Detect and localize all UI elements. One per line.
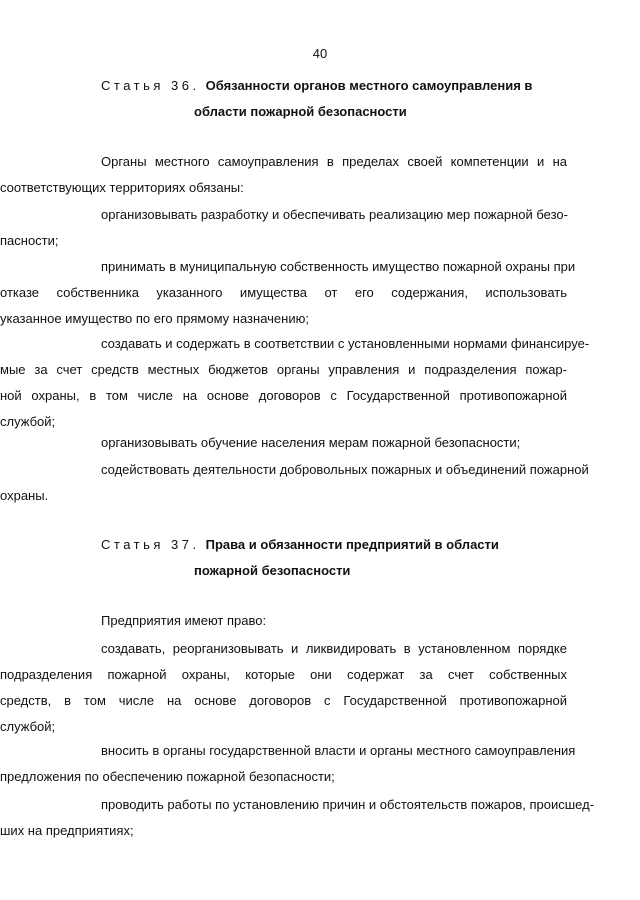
text-line: мые за счет средств местных бюджетов органы управления и подразделения пожар- <box>0 362 567 377</box>
text-line: службой; <box>0 414 56 429</box>
article-36-label: Статья 36. <box>101 78 200 93</box>
text-line: охраны. <box>0 488 49 503</box>
text-line: ной охраны, в том числе на основе договоров с Государственной противопожарной <box>0 388 567 403</box>
text-line: средств, в том числе на основе договоров с Государственной противопожарной <box>0 693 567 708</box>
text-line: организовывать разработку и обеспечивать реализацию мер пожарной безо- <box>101 207 568 222</box>
text-line: отказе собственника указанного имущества от его содержания, использовать <box>0 285 567 300</box>
article-36-paragraph-1 <box>0 149 567 201</box>
article-36-paragraph-3 <box>0 254 576 332</box>
article-37-heading <box>101 532 499 558</box>
article-37-title-line2: пожарной безопасности <box>194 563 351 578</box>
text-line: подразделения пожарной охраны, которые они содержат за счет собственных <box>0 667 567 682</box>
article-36-title-line1: Обязанности органов местного самоуправления в <box>205 78 533 93</box>
article-36-title-line2: области пожарной безопасности <box>194 104 407 119</box>
article-37-heading-cont <box>194 558 350 584</box>
text-line: принимать в муниципальную собственность имущество пожарной охраны при <box>101 259 576 274</box>
text-line: содействовать деятельности добровольных пожарных и объединений пожарной <box>101 462 589 477</box>
article-36-paragraph-4 <box>0 331 590 435</box>
article-36-heading <box>101 73 532 99</box>
article-37-title-line1: Права и обязанности предприятий в области <box>205 537 499 552</box>
text-line: создавать, реорганизовывать и ликвидировать в установленном порядке <box>101 641 567 656</box>
article-37-paragraph-4 <box>0 792 595 844</box>
text-line: проводить работы по установлению причин и обстоятельств пожаров, происшед- <box>101 797 595 812</box>
article-37-paragraph-3 <box>0 738 576 790</box>
text-line: пасности; <box>0 233 59 248</box>
page-number: 40 <box>312 46 328 61</box>
text-line: Органы местного самоуправления в пределах своей компетенции и на <box>101 154 567 169</box>
text-line: соответствующих территориях обязаны: <box>0 180 244 195</box>
text-line: организовывать обучение населения мерам пожарной безопасности; <box>101 435 521 450</box>
article-36-heading-cont <box>194 99 407 125</box>
article-37-paragraph-1 <box>101 608 567 634</box>
text-line: вносить в органы государственной власти и органы местного самоуправления <box>101 743 576 758</box>
article-36-paragraph-5 <box>101 430 567 456</box>
text-line: указанное имущество по его прямому назначению; <box>0 311 309 326</box>
text-line: создавать и содержать в соответствии с установленными нормами финансируе- <box>101 336 590 351</box>
article-36-paragraph-2 <box>0 202 568 254</box>
article-37-label: Статья 37. <box>101 537 200 552</box>
article-36-paragraph-6 <box>0 457 589 509</box>
text-line: Предприятия имеют право: <box>101 613 267 628</box>
text-line: службой; <box>0 719 56 734</box>
article-37-paragraph-2 <box>0 636 567 740</box>
text-line: предложения по обеспечению пожарной безопасности; <box>0 769 335 784</box>
text-line: ших на предприятиях; <box>0 823 134 838</box>
